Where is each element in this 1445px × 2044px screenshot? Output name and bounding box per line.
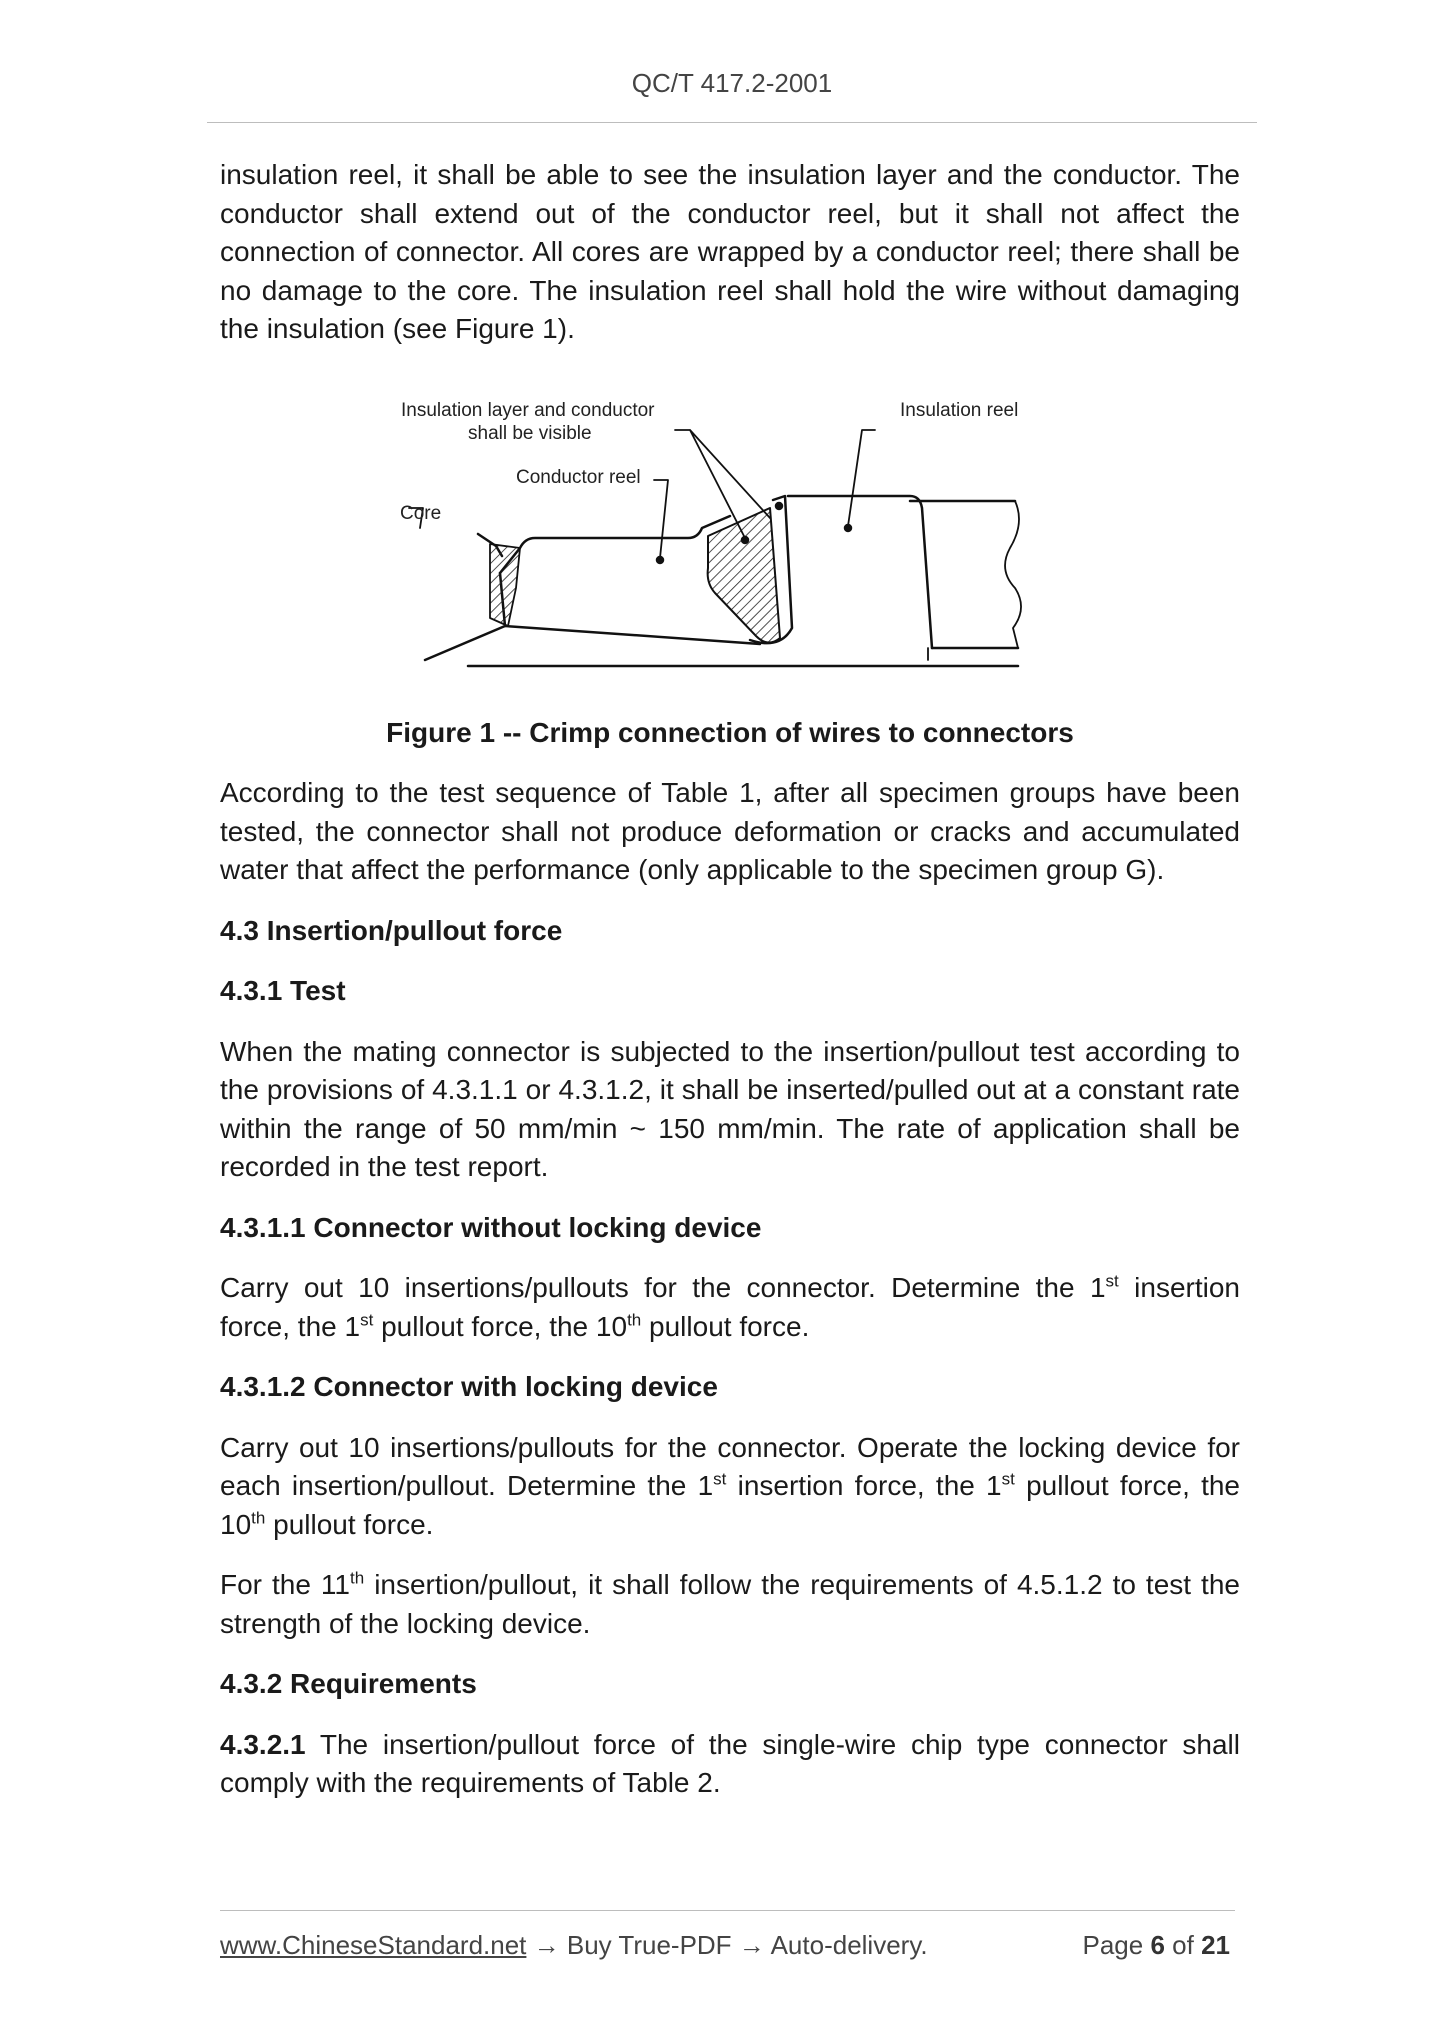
page-total: 21 [1201, 1930, 1230, 1960]
footer-buy-text: Buy True-PDF [566, 1930, 732, 1960]
heading-4-3-1-1: 4.3.1.1 Connector without locking device [220, 1211, 762, 1243]
point-insulation-reel [845, 525, 851, 531]
p6-part-a: For the 11 [220, 1569, 350, 1600]
point-top [776, 503, 782, 509]
heading-4-3: 4.3 Insertion/pullout force [220, 914, 563, 946]
page-indicator [1082, 1930, 1230, 1961]
of-word: of [1172, 1930, 1194, 1960]
paragraph-1: insulation reel, it shall be able to see the insulation layer and the conductor. The conductor shall extend out of the conductor reel, but it shall not affect the connection of connector. All cores are wrapped by a conductor reel; there shall be no damage to the core. The insulation reel shall hold the wire without damaging the insulation (see Figure 1). [220, 159, 1240, 344]
page-number: 6 [1150, 1930, 1165, 1960]
crimp-diagram [220, 378, 1240, 678]
p5-sup-2: st [1001, 1469, 1015, 1489]
paragraph-4 [220, 1269, 1240, 1346]
label-visible-line2: shall be visible [468, 422, 592, 444]
figure-1 [220, 378, 1240, 678]
leader-insulation-reel [848, 430, 875, 526]
p4-sup-2: st [360, 1310, 374, 1330]
p4-sup-3: th [627, 1310, 642, 1330]
core-hatch [490, 544, 520, 626]
p5-part-a: Carry out 10 insertions/pullouts for the connector. Operate the locking device for each insertion/pullout. Determine the 1 [220, 1431, 1240, 1501]
footer-delivery-text: Auto-delivery. [770, 1930, 928, 1960]
p7-number: 4.3.2.1 [220, 1728, 306, 1760]
conductor-reel-outline [500, 516, 730, 573]
page-word: Page [1082, 1930, 1144, 1960]
page-content [220, 156, 1240, 1803]
label-core: Core [400, 502, 442, 524]
header-rule [207, 122, 1257, 123]
p5-sup-3: th [251, 1508, 266, 1528]
insulation-reel-body [788, 496, 932, 648]
running-header: QC/T 417.2-2001 [631, 68, 833, 98]
paragraph-2: According to the test sequence of Table 1, after all specimen groups have been tested, the connector shall not produce deformation or cracks and accumulated water that affect the performance (only applicable to the specimen group G). [220, 777, 1240, 885]
leader-conductor-reel [654, 480, 668, 558]
figure-caption: Figure 1 -- Crimp connection of wires to connectors [386, 716, 1074, 748]
p5-part-d: pullout force. [265, 1508, 434, 1540]
label-insulation-reel: Insulation reel [900, 399, 1019, 421]
page-footer [220, 1930, 1235, 1961]
paragraph-7 [220, 1726, 1240, 1803]
p7-text: The insertion/pullout force of the single-wire chip type connector shall comply with the requirements of Table 2. [220, 1728, 1240, 1798]
paragraph-5 [220, 1429, 1240, 1545]
paragraph-3: When the mating connector is subjected to the insertion/pullout test according to the provisions of 4.3.1.1 or 4.3.1.2, it shall be inserted/pulled out at a constant rate within the range of 50 mm/min ~ 150 mm/min. The rate of application shall be recorded in the test report. [220, 1035, 1240, 1182]
conductor-hatch [708, 508, 780, 643]
p4-part-c: pullout force, the 10 [373, 1310, 628, 1342]
crimp-bottom [505, 626, 760, 644]
heading-4-3-1-2: 4.3.1.2 Connector with locking device [220, 1371, 718, 1402]
p5-part-c: pullout force, the 10 [220, 1470, 1240, 1540]
chinesestandard-link[interactable]: www.ChineseStandard.net [220, 1930, 527, 1960]
footer-rule [220, 1910, 1235, 1911]
heading-4-3-1: 4.3.1 Test [220, 975, 346, 1006]
p4-part-d: pullout force. [641, 1310, 810, 1342]
p5-part-b: insertion force, the 1 [726, 1470, 1002, 1501]
label-visible-line1: Insulation layer and conductor [401, 399, 655, 421]
p6-part-b: insertion/pullout, it shall follow the requirements of 4.5.1.2 to test the strength of the locking device. [220, 1569, 1240, 1639]
point-conductor-reel [657, 557, 663, 563]
p4-part-b: insertion force, the 1 [220, 1272, 1240, 1342]
p5-sup-1: st [713, 1469, 727, 1489]
footer-arrow-1: → [526, 1930, 567, 1960]
label-conductor-reel: Conductor reel [516, 466, 641, 488]
p4-part-a: Carry out 10 insertions/pullouts for the connector. Determine the 1 [220, 1272, 1106, 1303]
p4-sup-1: st [1105, 1271, 1119, 1291]
wire-break [1005, 501, 1021, 648]
point-conductor [742, 537, 748, 543]
p6-sup-1: th [350, 1568, 365, 1588]
paragraph-6 [220, 1566, 1240, 1643]
heading-4-3-2: 4.3.2 Requirements [220, 1668, 477, 1699]
footer-arrow-2: → [731, 1930, 771, 1960]
